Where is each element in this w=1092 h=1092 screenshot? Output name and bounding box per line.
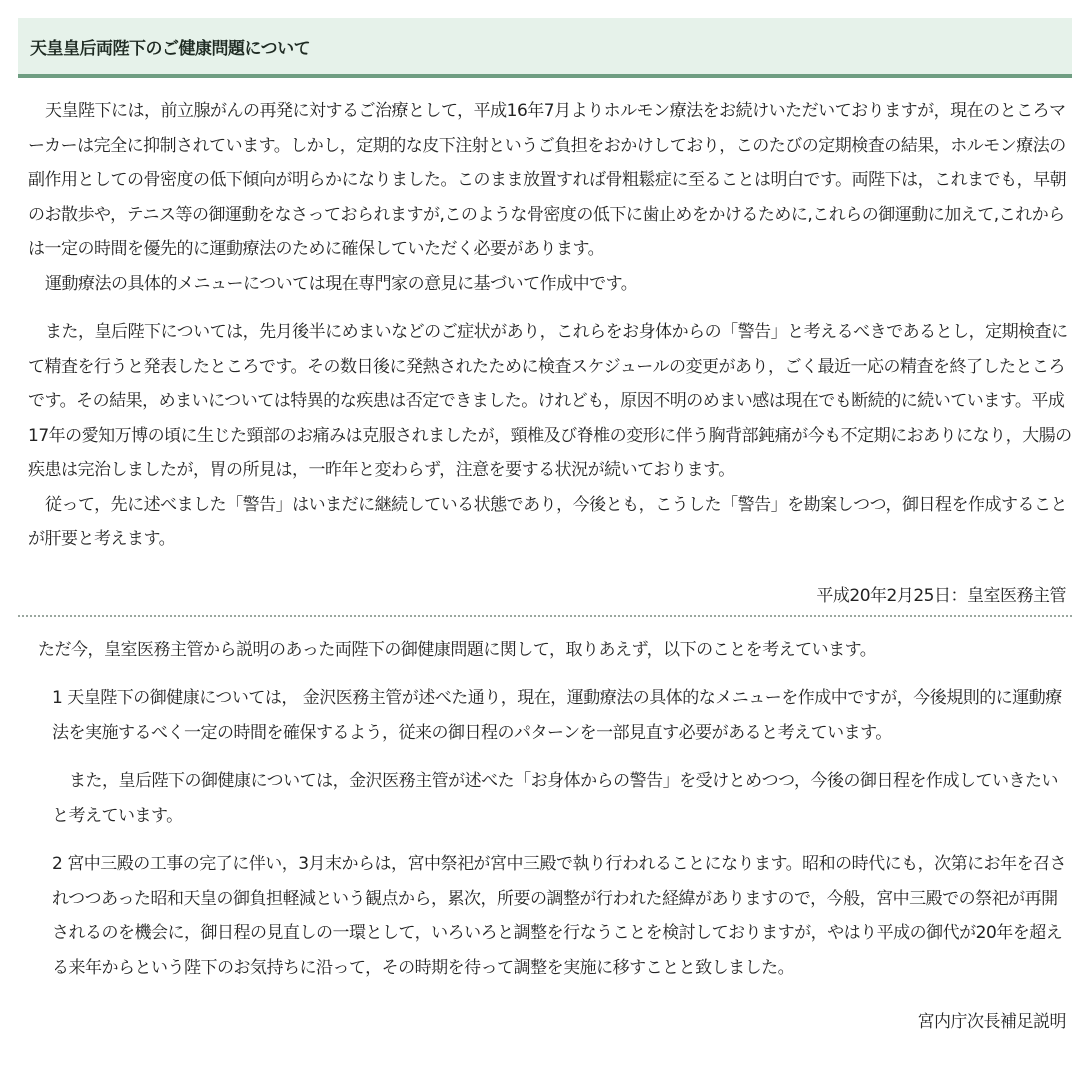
health-statement: [18, 78, 1072, 557]
article: [18, 18, 1072, 1039]
supplementary-explanation: [18, 617, 1072, 986]
item-1: 1 天皇陛下の御健康については， 金沢医務主管が述べた通り，現在，運動療法の具体的なメニューを作成中ですが，今後規則的に運動療法を実施するべく一定の時間を確保するよう，従来の御日程のパターンを一部見直す必要があると考えています。: [52, 688, 1062, 743]
statement-signature: 平成20年2月25日：皇室医務主管: [816, 585, 1066, 606]
paragraph-exercise-menu: 運動療法の具体的メニューについては現在専門家の意見に基づいて作成中です。: [45, 273, 638, 294]
paragraph-emperor-treatment: 天皇陛下には，前立腺がんの再発に対するご治療として，平成16年7月よりホルモン療法をお続けいただいておりますが，現在のところマーカーは完全に抑制されています。しかし，定期的な皮下注射というご負担をおかけしており，このたびの定期検査の結果，ホルモン療法の副作用としての骨密度の低下傾向が明らかになりました。このまま放置すれば骨粗鬆症に至ることは明白です。両陛下は，これまでも，早朝のお散歩や，テニス等の御運動をなさっておられますが,このような骨密度の低下に歯止めをかけるために,これらの御運動に加えて,これからは一定の時間を優先的に運動療法のために確保していただく必要があります。: [28, 101, 1067, 259]
explanation-signature: 宮内庁次長補足説明: [917, 1012, 1066, 1032]
paragraph-empress-health: また，皇后陛下については，先月後半にめまいなどのご症状があり，これらをお身体からの「警告」と考えるべきであるとし，定期検査にて精査を行うと発表したところです。その数日後に発熱されたために検査スケジュールの変更があり，ごく最近一応の精査を終了したところです。その結果，めまいについては特異的な疾患は否定できました。けれども，原因不明のめまい感は現在でも断続的に続いています。平成17年の愛知万博の頃に生じた頸部のお痛みは克服されましたが，頸椎及び脊椎の変形に伴う胸背部鈍痛が今も不定期におありになり，大腸の疾患は完治しましたが，胃の所見は，一昨年と変わらず，注意を要する状況が続いております。: [28, 322, 1072, 480]
intro-paragraph: ただ今，皇室医務主管から説明のあった両陛下の御健康問題に関して，取りあえず，以下のことを考えています。: [38, 639, 877, 660]
item-2: 2 宮中三殿の工事の完了に伴い，3月末からは，宮中祭祀が宮中三殿で執り行われることになります。昭和の時代にも，次第にお年を召されつつあった昭和天皇の御負担軽減という観点から，累次，所要の調整が行われた経緯がありますので，今般，宮中三殿での祭祀が再開されるのを機会に，御日程の見直しの一環として，いろいろと調整を行なうことを検討しておりますが，やはり平成の御代が20年を超える来年からという陛下のお気持ちに沿って，その時期を待って調整を実施に移すことと致しました。: [52, 854, 1067, 978]
item-1-empress: また，皇后陛下の御健康については，金沢医務主管が述べた「お身体からの警告」を受けとめつつ，今後の御日程を作成していきたいと考えています。: [52, 771, 1058, 826]
paragraph-conclusion: 従って，先に述べました「警告」はいまだに継続している状態であり，今後とも，こうした「警告」を勘案しつつ，御日程を作成することが肝要と考えます。: [28, 494, 1067, 549]
page-title: 天皇皇后両陛下のご健康問題について: [18, 18, 1072, 78]
